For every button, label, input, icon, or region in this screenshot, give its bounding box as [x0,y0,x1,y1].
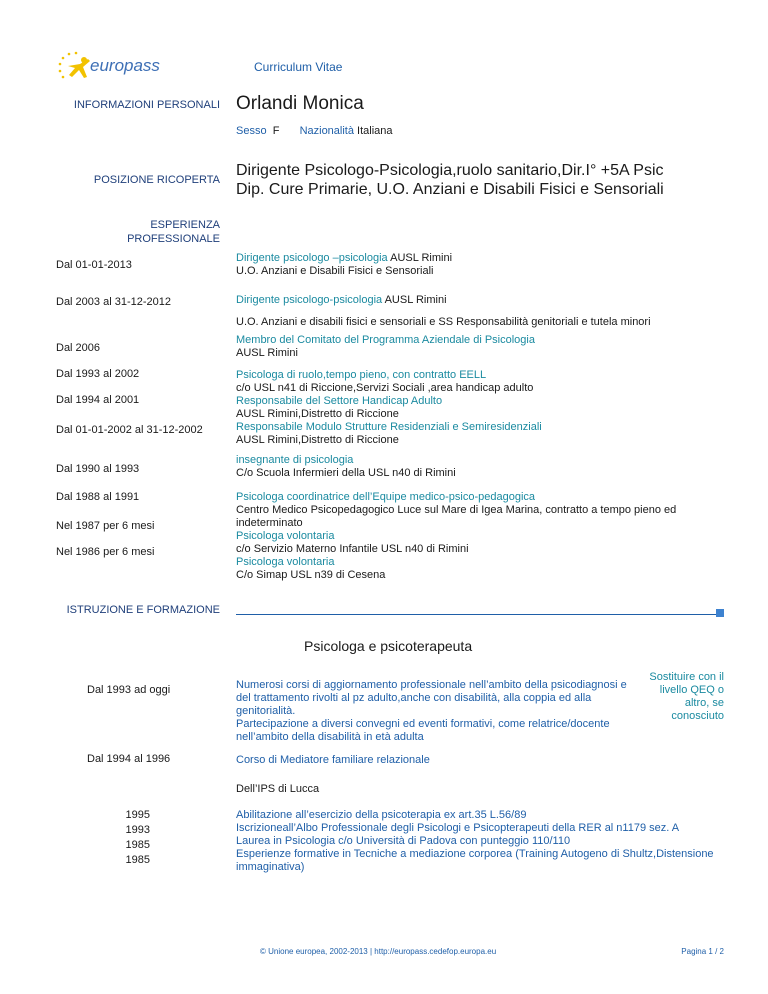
sex-label: Sesso [236,125,267,137]
section-label-experience: ESPERIENZA PROFESSIONALE [127,219,220,245]
nationality-value: Italiana [357,125,393,137]
sex-value: F [272,125,280,137]
exp-group2-date-2: Nel 1987 per 6 mesi [56,520,155,532]
exp-group-date-3: Dal 01-01-2002 al 31-12-2002 [56,424,203,436]
person-name: Orlandi Monica [236,93,364,114]
qeq-note: Sostituire con il livello QEQ o altro, se conosciuto [649,671,724,722]
exp-entry-2: Dirigente psicologo-psicologia AUSL Rimini [236,294,447,306]
edu-date-2: Dal 1994 al 1996 [87,753,171,765]
document-title: Curriculum Vitae [254,60,343,74]
edu-entry-3: Abilitazione all’esercizio della psicoterapia ex art.35 L.56/89 Iscrizioneall’Albo Professionale degli Psicologi e Psicopterapeuti della RER al n1179 sez. A Laurea in Psicologia c/o Università di Padova con punteggio 110/110 Esperienze formative in Tecniche a mediazione corporea (Training Autogeno di Shultz,Distensione immaginativa) [236,809,714,873]
position-title [236,161,664,199]
europass-logo [54,50,174,84]
exp-group2-date-3: Nel 1986 per 6 mesi [56,546,155,558]
exp-group2-details: Psicologa coordinatrice dell’Equipe medico-psico-pedagogica Centro Medico Psicopedagogico Luce sul Mare di Igea Marina, contratto a tempo pieno ed indeterminato Psicologa volontaria c/o Servizio Materno Infantile USL n40 di Rimini Psicologa volontaria C/o Simap USL n39 di Cesena [236,491,677,581]
exp-date-1: Dal 01-01-2013 [56,259,132,271]
exp-group-date-2: Dal 1994 al 2001 [56,394,140,406]
exp-group2-date-1: Dal 1988 al 1991 [56,491,140,503]
edu-entry-2-institution: Dell’IPS di Lucca [236,783,320,795]
section-label-education: ISTRUZIONE E FORMAZIONE [66,604,220,616]
exp-entry-3: Membro del Comitato del Programma Aziendale di Psicologia AUSL Rimini [236,334,535,359]
section-label-personal: INFORMAZIONI PERSONALI [73,99,220,111]
exp-group-date-1: Dal 1993 al 2002 [56,368,140,380]
edu-dates-3: 1995 1993 1985 1985 [125,809,150,866]
exp-entry-1: Dirigente psicologo –psicologia AUSL Rimini U.O. Anziani e Disabili Fisici e Sensoriali [236,252,453,277]
edu-entry-1: Numerosi corsi di aggiornamento professionale nell’ambito della psicodiagnosi e del trattamento rivolti al pz adulto,anche con disabilità, alla coppia ed alla genitorialità. Partecipazione a diversi convegni ed eventi formativi, come relatrice/docente nell’ambito della disabilità in età adulta [236,679,627,743]
qualification-title: Psicologa e psicoterapeuta [304,638,473,654]
footer-page-number: Pagina 1 / 2 [681,947,724,956]
exp-teach-entry: insegnante di psicologia C/o Scuola Infermieri della USL n40 di Rimini [236,454,456,479]
exp-group-details: Psicologa di ruolo,tempo pieno, con contratto EELL c/o USL n41 di Riccione,Servizi Sociali ,area handicap adulto Responsabile del Settore Handicap Adulto AUSL Rimini,Distretto di Riccione Responsabile Modulo Strutture Residenziali e Semiresidenziali AUSL Rimini,Distretto di Riccione [236,369,542,446]
exp-date-2: Dal 2003 al 31-12-2012 [56,296,171,308]
section-label-position: POSIZIONE RICOPERTA [93,174,220,186]
exp-date-3: Dal 2006 [56,342,101,354]
exp-teach-date: Dal 1990 al 1993 [56,463,140,475]
position-line-2: Dip. Cure Primarie, U.O. Anziani e Disabili Fisici e Sensoriali [236,181,664,198]
position-line-1: Dirigente Psicologo-Psicologia,ruolo sanitario,Dir.I° +5A Psic [236,162,664,179]
section-divider [236,614,716,615]
edu-entry-2-title: Corso di Mediatore familiare relazionale [236,754,430,766]
nationality-label: Nazionalità [299,125,354,137]
section-divider-square [716,609,724,617]
exp-entry-2-detail: U.O. Anziani e disabili fisici e sensoriali e SS Responsabilità genitoriali e tutela minori [236,316,651,328]
personal-details [236,125,393,137]
logo-text: europass [90,56,160,75]
edu-date-1: Dal 1993 ad oggi [87,684,171,696]
footer-copyright: © Unione europea, 2002-2013 | http://europass.cedefop.europa.eu [260,947,497,956]
